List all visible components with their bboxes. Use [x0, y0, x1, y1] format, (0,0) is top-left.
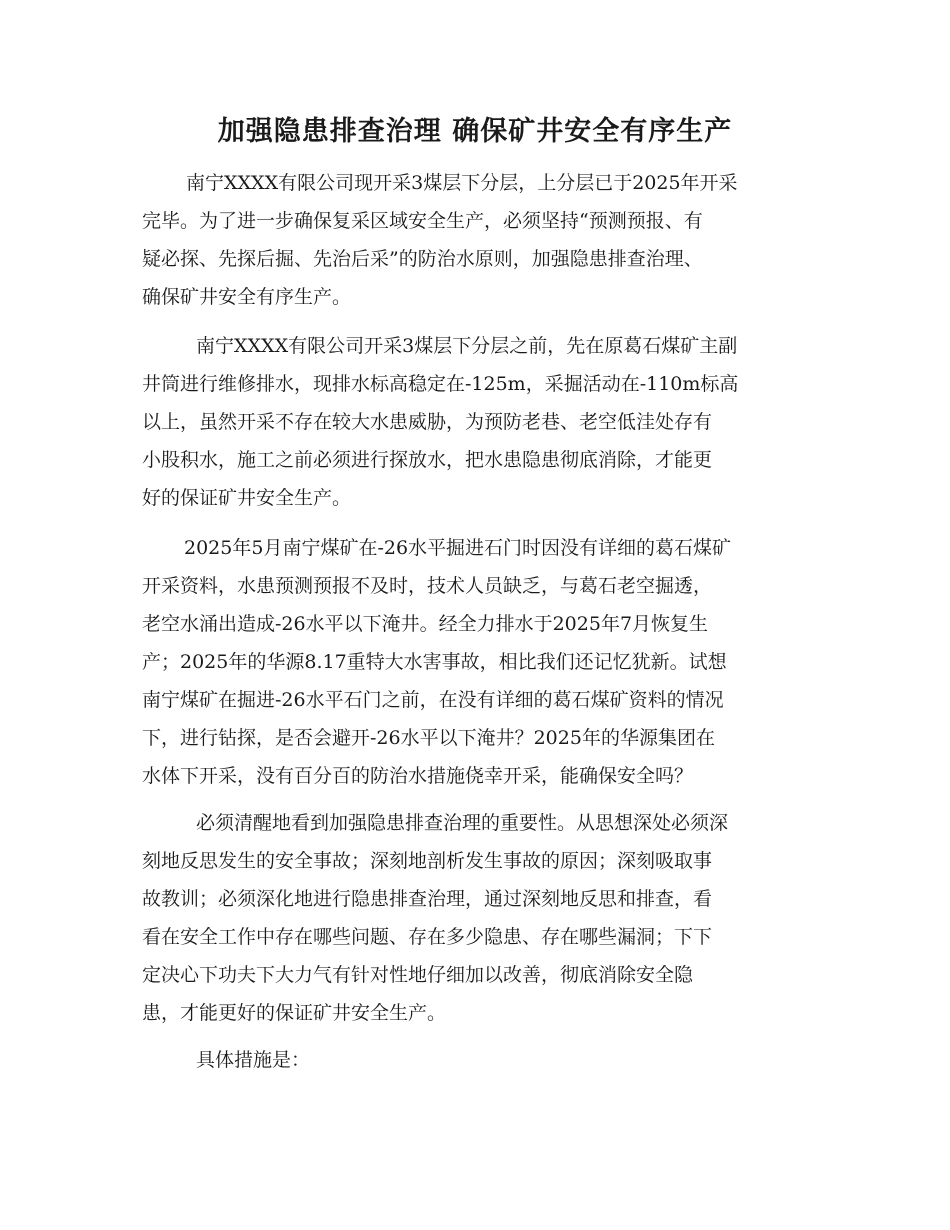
paragraph-line: 产；2025年的华源8.17重特大水害事故，相比我们还记忆犹新。试想	[142, 651, 727, 673]
paragraph-line: 2025年5月南宁煤矿在-26水平掘进石门时因没有详细的葛石煤矿	[184, 537, 732, 559]
paragraph-1	[142, 164, 812, 316]
paragraph-line: 开采资料，水患预测预报不及时，技术人员缺乏，与葛石老空掘透，	[142, 575, 713, 597]
paragraph-line: 必须清醒地看到加强隐患排查治理的重要性。从思想深处必须深	[196, 812, 729, 834]
paragraph-line: 疑必探、先探后掘、先治后采”的防治水原则，加强隐患排查治理、	[142, 248, 703, 270]
paragraph-4	[142, 804, 812, 1032]
paragraph-line: 患，才能更好的保证矿井安全生产。	[142, 1002, 447, 1024]
paragraph-5	[142, 1041, 812, 1079]
paragraph-line: 小股积水，施工之前必须进行探放水，把水患隐患彻底消除，才能更	[142, 449, 713, 471]
paragraph-line: 具体措施是：	[196, 1049, 311, 1071]
paragraph-line: 老空水涌出造成-26水平以下淹井。经全力排水于2025年7月恢复生	[142, 613, 709, 635]
paragraph-line: 南宁煤矿在掘进-26水平石门之前，在没有详细的葛石煤矿资料的情况	[142, 689, 724, 711]
paragraph-2	[142, 327, 812, 517]
paragraph-line: 下，进行钻探，是否会避开-26水平以下淹井？2025年的华源集团在	[142, 727, 715, 749]
paragraph-line: 水体下开采，没有百分百的防治水措施侥幸开采，能确保安全吗？	[142, 765, 694, 787]
paragraph-3	[142, 529, 812, 795]
paragraph-line: 看在安全工作中存在哪些问题、存在多少隐患、存在哪些漏洞；下下	[142, 926, 713, 948]
paragraph-line: 故教训；必须深化地进行隐患排查治理，通过深刻地反思和排查，看	[142, 888, 713, 910]
paragraph-line: 确保矿井安全有序生产。	[142, 286, 352, 308]
paragraph-line: 完毕。为了进一步确保复采区域安全生产，必须坚持“预测预报、有	[142, 210, 703, 232]
document-title: 加强隐患排查治理 确保矿井安全有序生产	[217, 116, 733, 147]
paragraph-line: 好的保证矿井安全生产。	[142, 487, 352, 509]
paragraph-line: 南宁XXXX有限公司现开采3煤层下分层，上分层已于2025年开采	[186, 172, 738, 194]
paragraph-line: 南宁XXXX有限公司开采3煤层下分层之前，先在原葛石煤矿主副	[196, 335, 738, 357]
paragraph-line: 以上，虽然开采不存在较大水患威胁，为预防老巷、老空低洼处存有	[142, 411, 713, 433]
paragraph-line: 井筒进行维修排水，现排水标高稳定在-125m，采掘活动在-110m标高	[142, 373, 739, 395]
paragraph-line: 刻地反思发生的安全事故；深刻地剖析发生事故的原因；深刻吸取事	[142, 850, 713, 872]
paragraph-line: 定决心下功夫下大力气有针对性地仔细加以改善，彻底消除安全隐	[142, 964, 694, 986]
